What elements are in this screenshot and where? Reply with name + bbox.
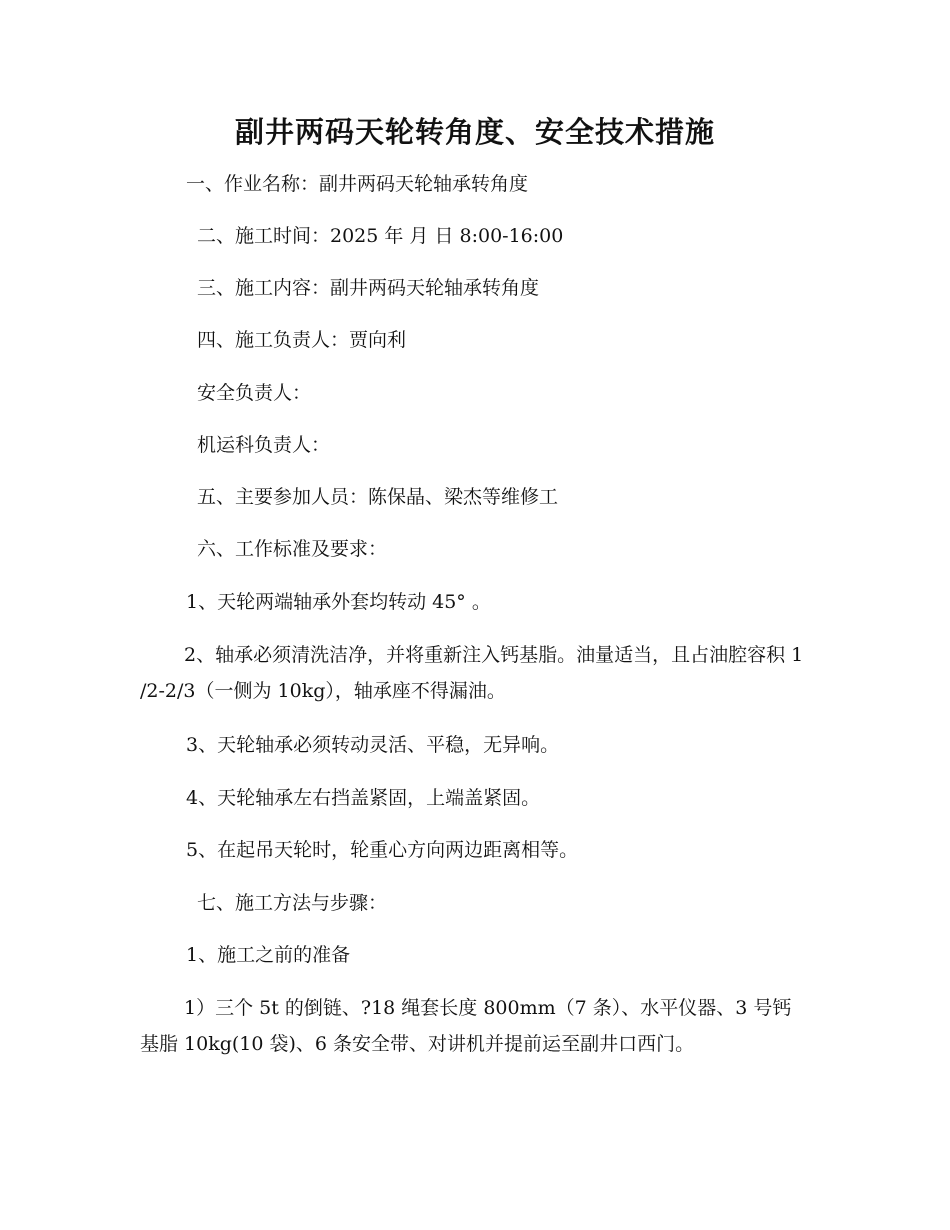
standard-item-2: 2、轴承必须清洗洁净，并将重新注入钙基脂。油量适当，且占油腔容积 1 /2-2/3（一侧为 10kg），轴承座不得漏油。 [140,644,804,702]
step-1-preparation: 1、施工之前的准备 [186,944,351,966]
safety-leader-line: 安全负责人： [197,382,312,404]
standard-item-1: 1、天轮两端轴承外套均转动 45° 。 [186,591,491,613]
section-work-name: 一、作业名称：副井两码天轮轴承转角度 [186,173,529,195]
standard-item-3: 3、天轮轴承必须转动灵活、平稳，无异响。 [186,734,560,756]
section-main-participants: 五、主要参加人员：陈保晶、梁杰等维修工 [197,486,559,508]
standard-item-5: 5、在起吊天轮时，轮重心方向两边距离相等。 [186,839,579,861]
document-title: 副井两码天轮转角度、安全技术措施 [234,115,715,149]
section-construction-leader: 四、施工负责人：贾向利 [197,329,407,351]
section-methods-steps: 七、施工方法与步骤： [197,892,388,914]
standard-item-4: 4、天轮轴承左右挡盖紧固，上端盖紧固。 [186,787,541,809]
section-work-standards: 六、工作标准及要求： [197,538,388,560]
mechanical-dept-leader-line: 机运科负责人： [197,434,331,456]
preparation-item-1: 1）三个 5t 的倒链、?18 绳套长度 800mm（7 条）、水平仪器、3 号钙基脂 10kg(10 袋)、6 条安全带、对讲机并提前运至副井口西门。 [140,997,792,1055]
section-construction-time: 二、施工时间：2025 年 月 日 8:00-16:00 [197,225,564,247]
section-construction-content: 三、施工内容：副井两码天轮轴承转角度 [197,277,540,299]
